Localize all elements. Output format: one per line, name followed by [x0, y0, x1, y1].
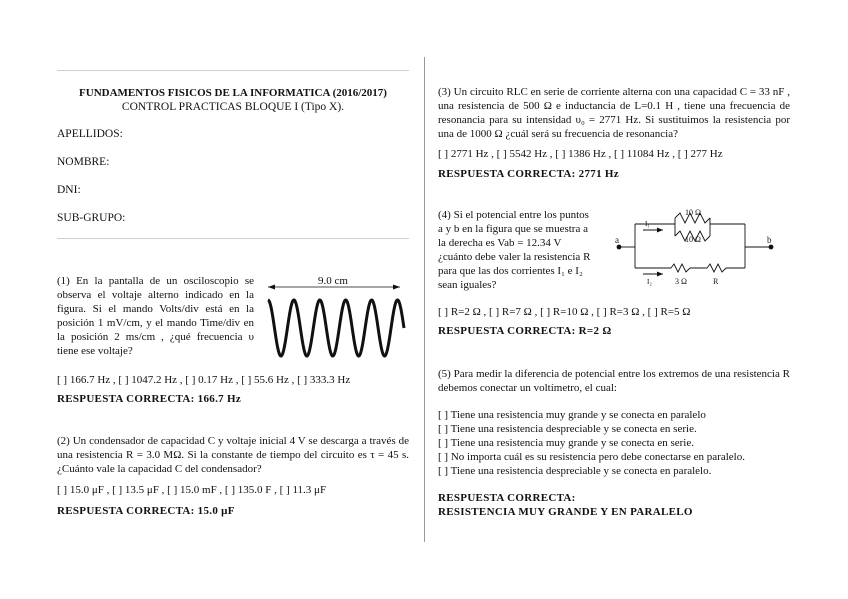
question-5-options [438, 408, 745, 478]
question-2-options[interactable]: [ ] 15.0 μF , [ ] 13.5 μF , [ ] 15.0 mF , [ ] 135.0 F , [ ] 11.3 μF [57, 484, 327, 496]
question-3-text: (3) Un circuito RLC en serie de corriente alterna con una capacidad C = 33 nF , una resistencia de 500 Ω e inductancia de L=0.1 H , tiene una frecuencia de resonancia para su intensidad υ₀ = 2771 Hz. Si sustituimos la resistencia por una de 1000 Ω ¿cuál será su frecuencia de resonancia? [438, 86, 790, 140]
node-a-label: a [615, 235, 619, 245]
field-subgrupo[interactable]: SUB-GRUPO: [57, 212, 126, 224]
column-divider [424, 57, 425, 542]
circuit-diagram [605, 204, 790, 288]
resistor-r-label: R [713, 277, 719, 286]
resistor-middle-label: 10 Ω [685, 235, 701, 244]
figure-length-label: 9.0 cm [318, 275, 348, 287]
question-3-answer: RESPUESTA CORRECTA: 2771 Hz [438, 168, 619, 180]
current-i2-label: I₂ [647, 278, 652, 286]
option-4[interactable]: [ ] No importa cuál es su resistencia pero debe conectarse en paralelo. [438, 451, 745, 463]
question-2-text: (2) Un condensador de capacidad C y voltaje inicial 4 V se descarga a través de una resistencia R = 3.0 MΩ. Si la constante de tiempo del circuito es τ = 45 s. ¿Cuánto vale la capacidad C del condensador? [57, 435, 409, 475]
field-dni[interactable]: DNI: [57, 184, 81, 196]
question-4-text: (4) Si el potencial entre los puntos a y b en la figura que se muestra a la derecha es Vab = 12.34 V ¿cuánto debe valer la resistencia R para que las dos corrientes I₁ e I₂ sean iguales? [438, 209, 591, 291]
option-5[interactable]: [ ] Tiene una resistencia despreciable y se conecta en paralelo. [438, 465, 712, 477]
node-b-label: b [767, 235, 772, 245]
question-5-answer-value: RESISTENCIA MUY GRANDE Y EN PARALELO [438, 506, 693, 518]
field-nombre[interactable]: NOMBRE: [57, 156, 110, 168]
sine-wave [268, 300, 404, 356]
exam-title: FUNDAMENTOS FISICOS DE LA INFORMATICA (2016/2017) [79, 87, 387, 99]
current-i1-label: I₁ [645, 220, 650, 228]
question-1-options[interactable]: [ ] 166.7 Hz , [ ] 1047.2 Hz , [ ] 0.17 Hz , [ ] 55.6 Hz , [ ] 333.3 Hz [57, 374, 351, 386]
header-bottom-rule [57, 238, 409, 239]
option-1[interactable]: [ ] Tiene una resistencia muy grande y se conecta en paralelo [438, 409, 706, 421]
question-2-answer: RESPUESTA CORRECTA: 15.0 μF [57, 505, 235, 517]
question-4-options[interactable]: [ ] R=2 Ω , [ ] R=7 Ω , [ ] R=10 Ω , [ ] R=3 Ω , [ ] R=5 Ω [438, 306, 691, 318]
option-2[interactable]: [ ] Tiene una resistencia despreciable y se conecta en serie. [438, 423, 697, 435]
oscilloscope-figure [262, 272, 410, 364]
top-rule [57, 70, 409, 71]
question-1-text: (1) En la pantalla de un osciloscopio se observa el voltaje alterno indicado en la figura. Si el mando Volts/div está en la posición 1 mV/cm, y el mando Time/div en la posición 2 ms/cm , ¿qué frecuencia υ tiene ese voltaje? [57, 275, 254, 357]
resistor-3ohm-label: 3 Ω [675, 277, 687, 286]
question-4-answer: RESPUESTA CORRECTA: R=2 Ω [438, 325, 612, 337]
resistor-top-label: 10 Ω [685, 208, 701, 217]
question-1-answer: RESPUESTA CORRECTA: 166.7 Hz [57, 393, 242, 405]
option-3[interactable]: [ ] Tiene una resistencia muy grande y se conecta en serie. [438, 437, 694, 449]
exam-subtitle: CONTROL PRACTICAS BLOQUE I (Tipo X). [121, 101, 345, 113]
question-5-answer-label: RESPUESTA CORRECTA: [438, 492, 576, 504]
field-apellidos[interactable]: APELLIDOS: [57, 128, 123, 140]
question-3-options[interactable]: [ ] 2771 Hz , [ ] 5542 Hz , [ ] 1386 Hz , [ ] 11084 Hz , [ ] 277 Hz [438, 148, 723, 160]
question-5-text: (5) Para medir la diferencia de potencial entre los extremos de una resistencia R debemos conectar un voltímetro, el cual: [438, 368, 790, 394]
